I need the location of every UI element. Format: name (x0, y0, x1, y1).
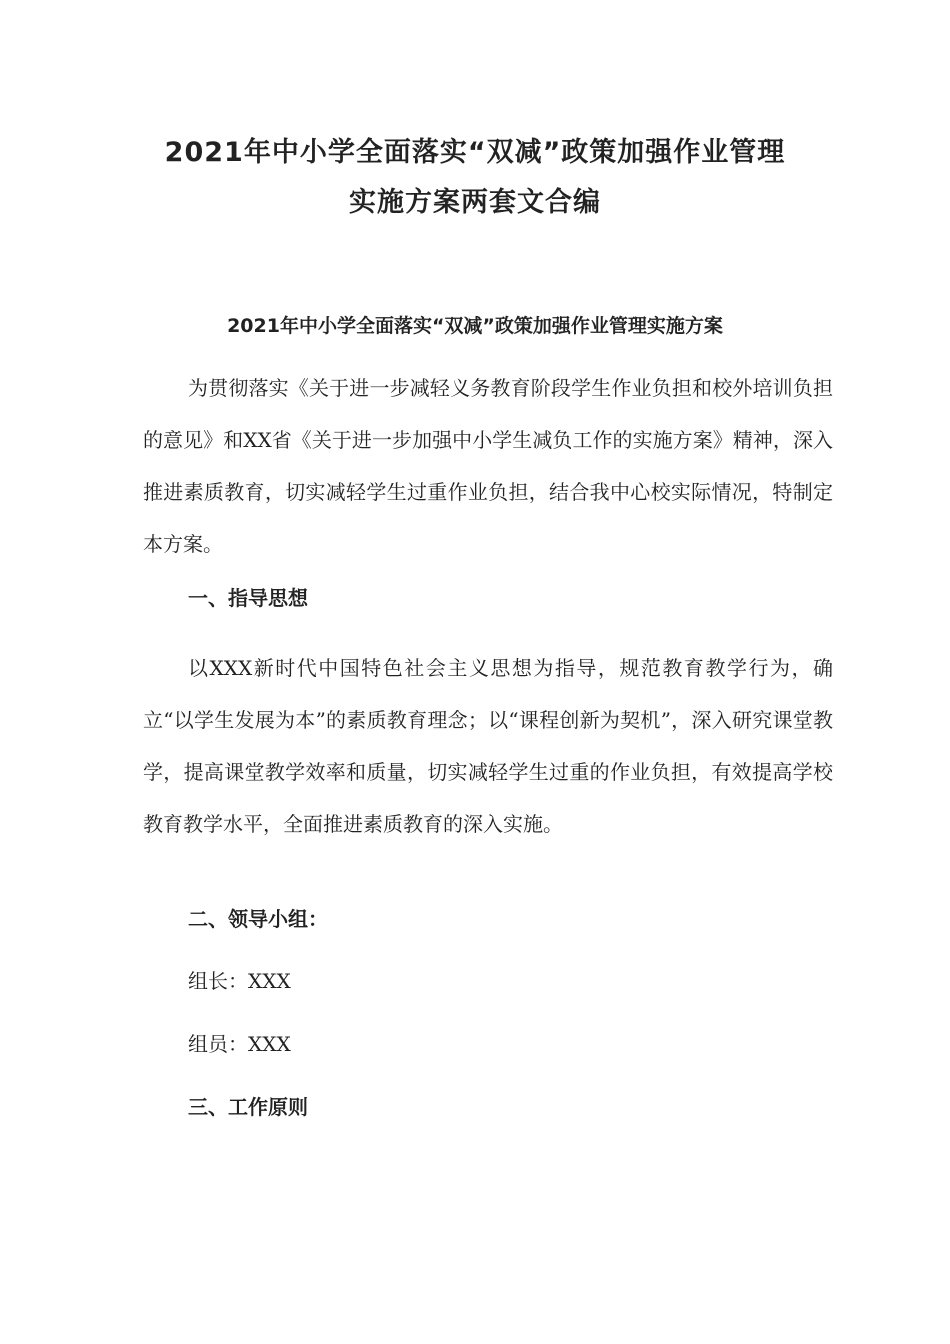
intro-paragraph: 为贯彻落实《关于进一步减轻义务教育阶段学生作业负担和校外培训负担的意见》和XX省《关于进一步加强中小学生减负工作的实施方案》精神，深入推进素质教育，切实减轻学生过重作业负担，结合我中心校实际情况，特制定本方案。 (143, 376, 833, 556)
section-subtitle: 2021年中小学全面落实“双减”政策加强作业管理实施方案 (227, 315, 723, 337)
group-member-line: 组员：XXX (188, 1032, 291, 1056)
group-leader-line: 组长：XXX (188, 969, 291, 993)
heading-guiding-ideology: 一、指导思想 (188, 586, 308, 610)
document-title-line-1: 2021年中小学全面落实“双减”政策加强作业管理 (164, 137, 786, 168)
guiding-ideology-paragraph: 以XXX新时代中国特色社会主义思想为指导，规范教育教学行为，确立“以学生发展为本”的素质教育理念；以“课程创新为契机”，深入研究课堂教学，提高课堂教学效率和质量，切实减轻学生过重的作业负担，有效提高学校教育教学水平，全面推进素质教育的深入实施。 (143, 656, 833, 836)
heading-work-principles: 三、工作原则 (188, 1095, 308, 1119)
document-title-line-2: 实施方案两套文合编 (349, 187, 601, 218)
heading-leadership-group: 二、领导小组： (188, 907, 328, 931)
